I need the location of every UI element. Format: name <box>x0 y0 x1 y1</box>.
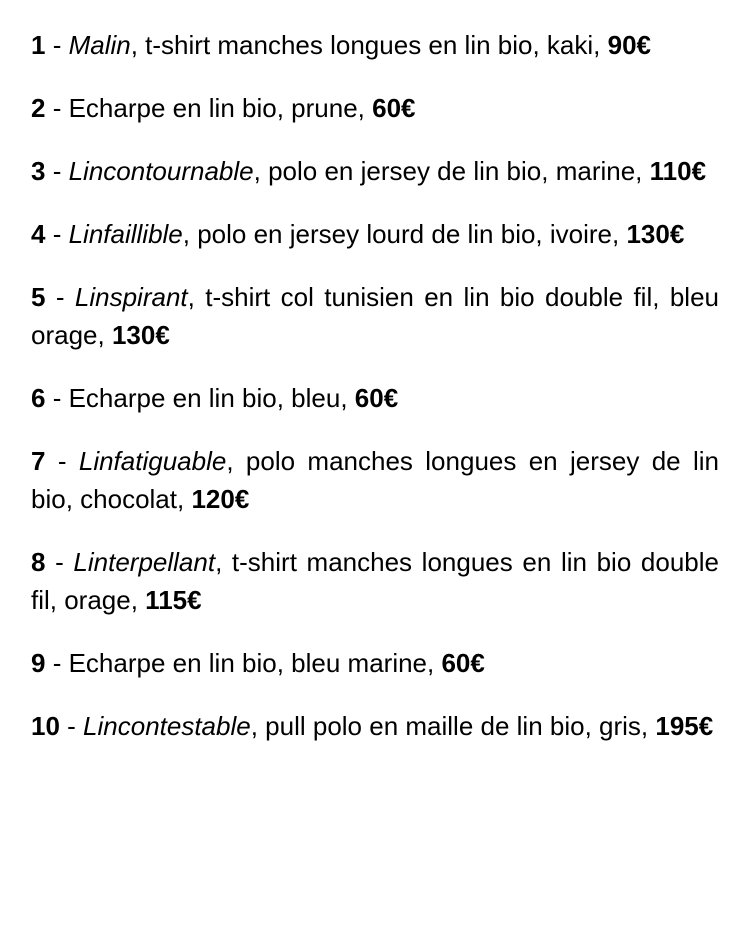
item-price: 130€ <box>111 320 170 350</box>
item-separator: - <box>45 93 69 123</box>
item-price: 195€ <box>655 711 714 741</box>
item-name: Lincontestable <box>83 711 251 741</box>
item-separator: - <box>45 446 79 476</box>
item-name: Linfaillible <box>68 219 183 249</box>
item-name: Linfatiguable <box>78 446 227 476</box>
item-separator: - <box>59 711 84 741</box>
item-separator: - <box>45 219 69 249</box>
item-number: 7 <box>31 446 46 476</box>
item-number: 2 <box>31 93 46 123</box>
list-item <box>31 278 719 354</box>
list-item <box>31 89 719 127</box>
list-item <box>31 707 719 745</box>
item-separator: - <box>45 156 69 186</box>
item-description: , t-shirt manches longues en lin bio double fil, orage, <box>31 547 719 615</box>
item-name: Malin <box>68 30 131 60</box>
item-separator: - <box>45 30 69 60</box>
item-number: 1 <box>31 30 46 60</box>
item-number: 8 <box>31 547 46 577</box>
list-item <box>31 215 719 253</box>
item-description: , polo en jersey de lin bio, marine, <box>253 156 650 186</box>
list-item <box>31 543 719 619</box>
list-item <box>31 442 719 518</box>
item-number: 5 <box>31 282 46 312</box>
item-price: 60€ <box>354 383 399 413</box>
item-price: 60€ <box>372 93 416 123</box>
list-item <box>31 644 719 682</box>
item-number: 6 <box>31 383 46 413</box>
item-separator: - <box>45 648 69 678</box>
item-number: 10 <box>31 711 60 741</box>
item-price: 60€ <box>441 648 485 678</box>
item-number: 4 <box>31 219 46 249</box>
item-price: 115€ <box>145 585 202 615</box>
item-description: , pull polo en maille de lin bio, gris, <box>250 711 656 741</box>
list-item <box>31 152 719 190</box>
item-description: Echarpe en lin bio, prune, <box>68 93 373 123</box>
item-description: , polo manches longues en jersey de lin bio, chocolat, <box>31 446 720 514</box>
item-description: , t-shirt manches longues en lin bio, kaki, <box>130 30 608 60</box>
item-description: Echarpe en lin bio, bleu marine, <box>68 648 442 678</box>
item-price: 110€ <box>649 156 707 186</box>
item-price: 130€ <box>626 219 685 249</box>
item-price: 120€ <box>191 484 250 514</box>
item-name: Linterpellant <box>73 547 216 577</box>
item-price: 90€ <box>607 30 652 60</box>
item-separator: - <box>45 282 75 312</box>
item-number: 3 <box>31 156 46 186</box>
item-name: Lincontournable <box>68 156 254 186</box>
item-description: , t-shirt col tunisien en lin bio double fil, bleu orage, <box>31 282 719 350</box>
list-item <box>31 379 719 417</box>
item-separator: - <box>45 547 74 577</box>
item-description: , polo en jersey lourd de lin bio, ivoire, <box>182 219 627 249</box>
item-separator: - <box>45 383 69 413</box>
item-description: Echarpe en lin bio, bleu, <box>68 383 355 413</box>
item-name: Linspirant <box>74 282 188 312</box>
list-item <box>31 26 719 64</box>
item-number: 9 <box>31 648 46 678</box>
